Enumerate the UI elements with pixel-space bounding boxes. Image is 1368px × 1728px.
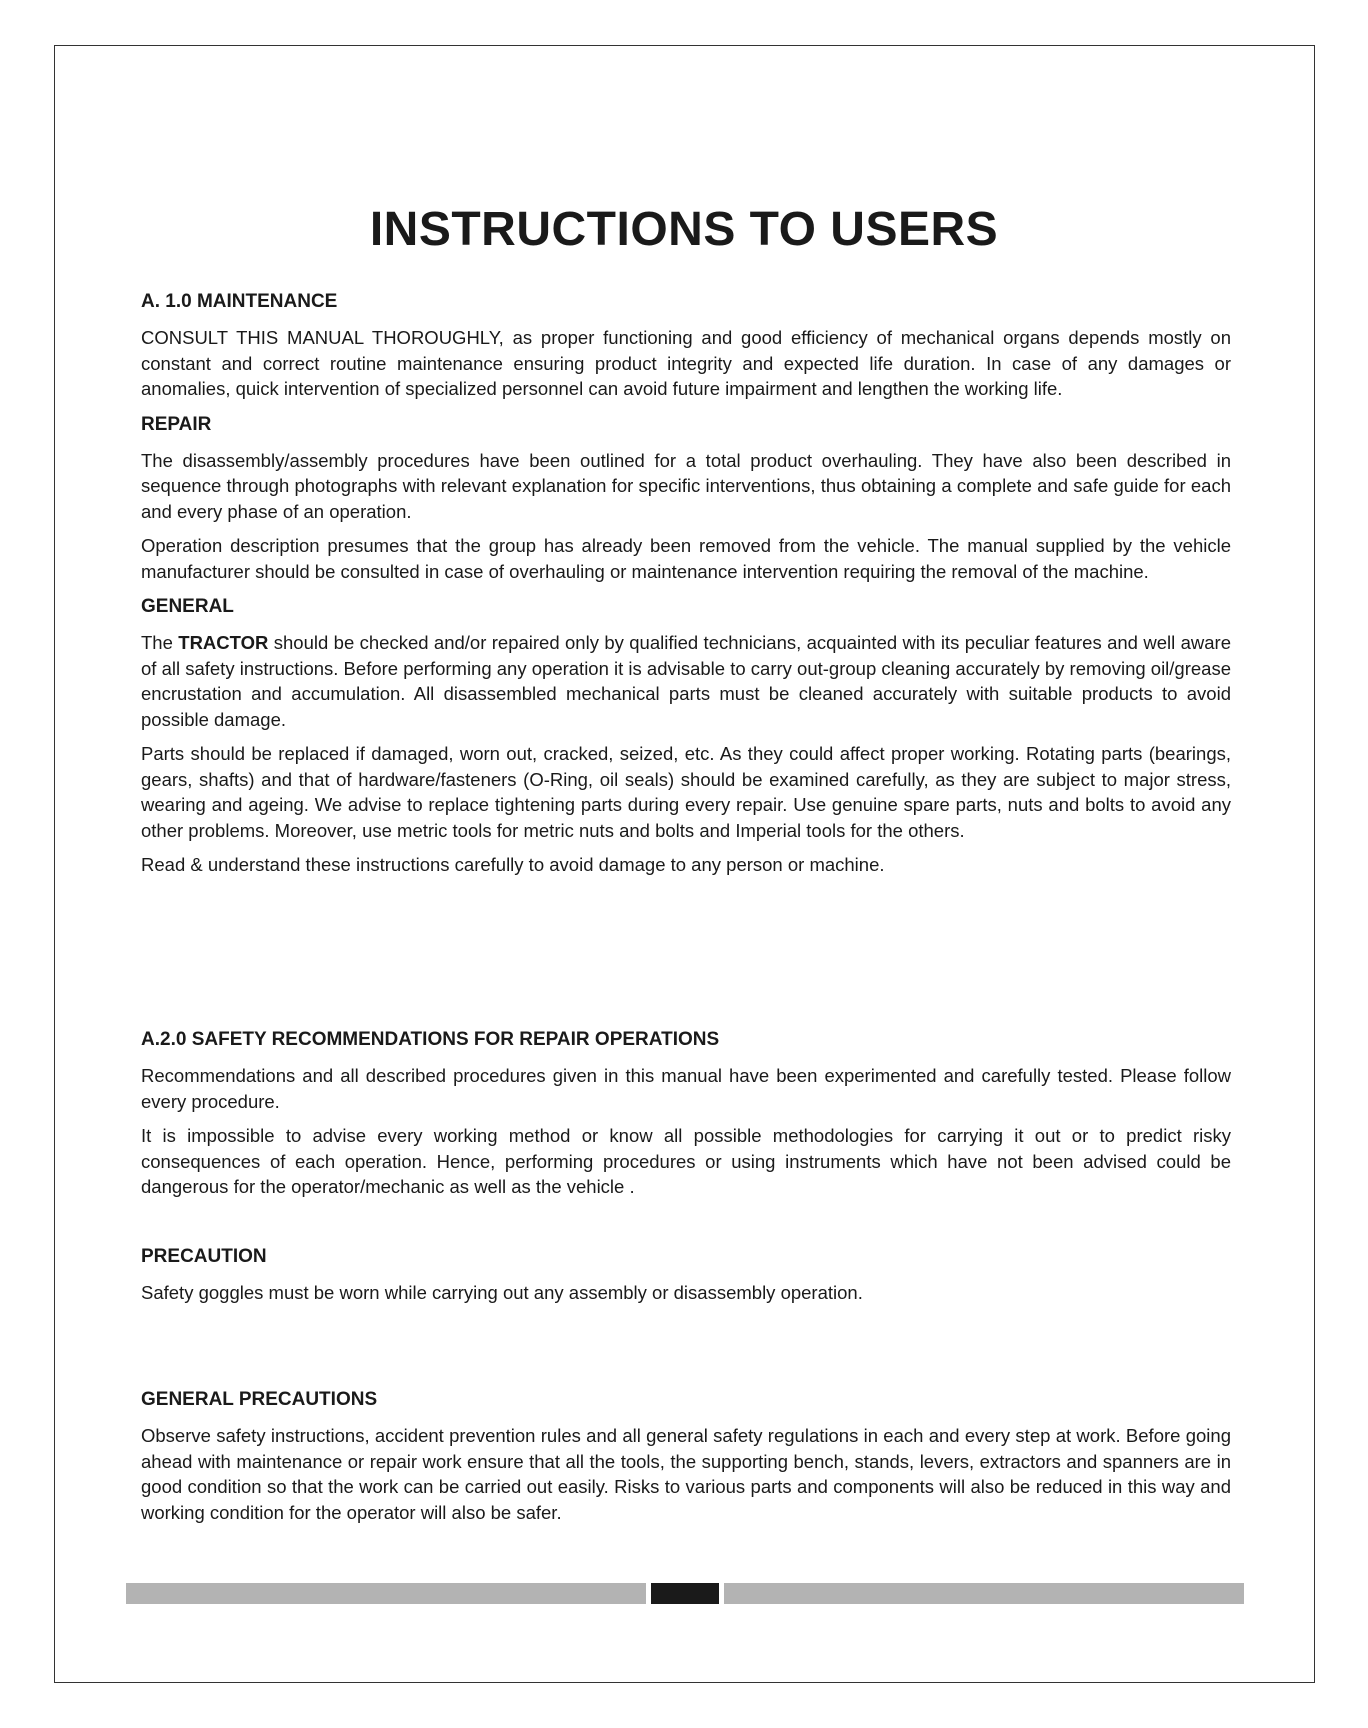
maintenance-paragraph: CONSULT THIS MANUAL THOROUGHLY, as proper functioning and good efficiency of mechanical organs depends mostly on constant and correct routine maintenance ensuring product integrity and expected life duration. In case of any damages or anomalies, quick intervention of specialized personnel can avoid future impairment and lengthen the working life. [141,327,1231,399]
maintenance-section [141,289,1231,878]
general-paragraph-3: Read & understand these instructions carefully to avoid damage to any person or machine. [141,854,885,875]
repair-paragraph-1: The disassembly/assembly procedures have been outlined for a total product overhauling. They have also been described in sequence through photographs with relevant explanation for specific interventions, thus obtaining a complete and safe guide for each and every phase of an operation. [141,449,1231,522]
footer-bar-left [126,1583,646,1604]
general-heading: GENERAL [141,596,234,617]
general-precautions-heading: GENERAL PRECAUTIONS [141,1389,378,1410]
safety-section [141,1027,1231,1200]
repair-heading: REPAIR [141,413,212,435]
safety-paragraph-2: It is impossible to advise every working method or know all possible methodologies for carrying it out or to predict risky consequences of each operation. Hence, performing procedures or using instruments which have not been advised could be dangerous for the operator/mechanic as well as the vehicle . [141,1125,1231,1197]
general-paragraph-2: Parts should be replaced if damaged, worn out, cracked, seized, etc. As they could affect proper working. Rotating parts (bearings, gears, shafts) and that of hardware/fasteners (O-Ring, oil seals) should be examined carefully, as they are subject to major stress, wearing and ageing. We advise to replace tightening parts during every repair. Use genuine spare parts, nuts and bolts to avoid any other problems. Moreover, use metric tools for metric nuts and bolts and Imperial tools for the others. [141,743,1231,841]
footer-bar-right [724,1583,1244,1604]
general-paragraph-1 [141,630,1231,732]
footer-bar-center [651,1583,719,1604]
safety-paragraph-1: Recommendations and all described procedures given in this manual have been experimented and carefully tested. Please follow every procedure. [141,1065,1231,1112]
page-title: INSTRUCTIONS TO USERS [369,203,999,256]
general-paragraph-1-prefix: The [141,632,179,653]
precaution-section [141,1244,1231,1306]
safety-heading: A.2.0 SAFETY RECOMMENDATIONS FOR REPAIR OPERATIONS [141,1029,720,1050]
precaution-paragraph: Safety goggles must be worn while carrying out any assembly or disassembly operation. [141,1282,863,1303]
precaution-heading: PRECAUTION [141,1246,267,1267]
tractor-emphasis: TRACTOR [178,632,269,653]
general-paragraph-1-rest: should be checked and/or repaired only by qualified technicians, acquainted with its peculiar features and well aware of all safety instructions. Before performing any operation it is advisable to carry out-group cleaning accurately by removing oil/grease encrustation and accumulation. All disassembled mechanical parts must be cleaned accurately with suitable products to avoid possible damage. [141,632,1232,730]
general-precautions-paragraph: Observe safety instructions, accident prevention rules and all general safety regulations in each and every step at work. Before going ahead with maintenance or repair work ensure that all the tools, the supporting bench, stands, levers, extractors and spanners are in good condition so that the work can be carried out easily. Risks to various parts and components will also be reduced in this way and working condition for the operator will also be safer. [141,1425,1231,1523]
repair-paragraph-2: Operation description presumes that the group has already been removed from the vehicle. The manual supplied by the vehicle manufacturer should be consulted in case of overhauling or maintenance intervention requiring the removal of the machine. [141,535,1231,582]
general-precautions-section [141,1387,1231,1525]
maintenance-heading: A. 1.0 MAINTENANCE [141,291,338,312]
